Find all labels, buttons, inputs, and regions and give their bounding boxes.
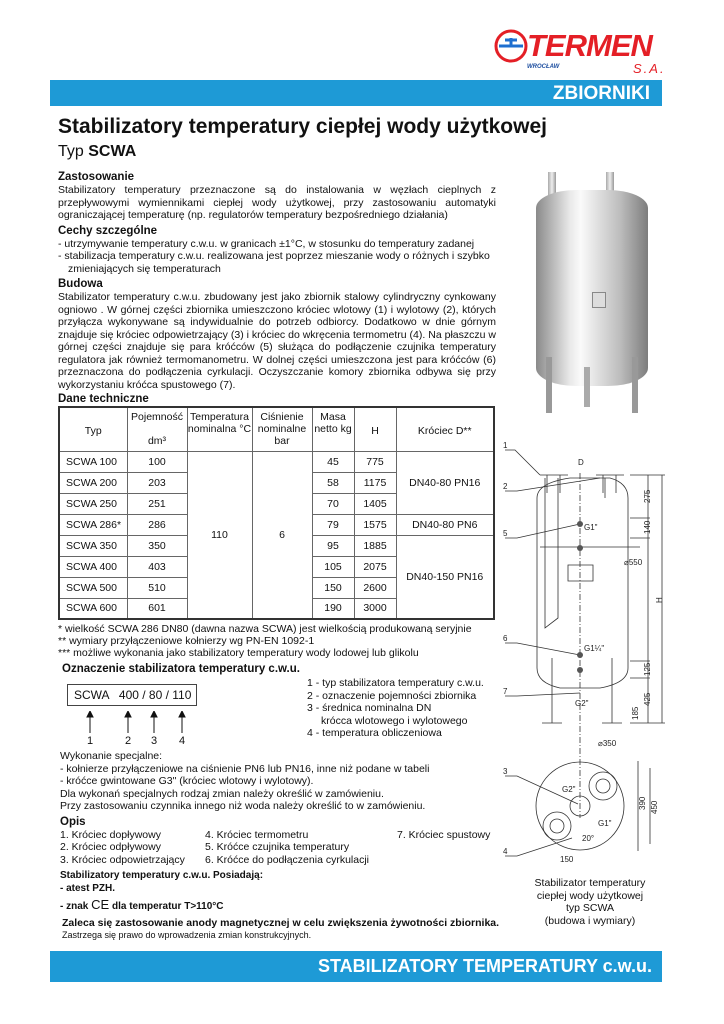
drawing-labels-5: 3 [503,767,508,776]
tech-cis: 6 [252,451,312,619]
tech-headers-kr: Króciec D** [396,407,494,451]
tech-headers-poj_unit: dm³ [147,435,167,447]
tech-kr-2: DN40-150 PN16 [396,535,494,619]
drawing-dims-3: G1" [584,523,598,532]
tech-rows-1-3: 1175 [354,472,396,493]
designation-code-box: SCWA 400 / 80 / 110 [67,684,197,706]
arrow-up-icon [80,711,200,733]
tech-rows-1-1: 203 [127,472,187,493]
tech-headers-typ: Typ [59,407,127,451]
ozn-legend-0: 1 - typ stabilizatora temperatury c.w.u. [307,677,484,689]
tech-kr-1: DN40-80 PN6 [396,514,494,535]
opis-items-5: 6. Króćce do podłączenia cyrkulacji [205,853,370,866]
tech-kr-0: DN40-80 PN16 [396,451,494,514]
drawing-dims-5: H [655,597,664,603]
tech-rows-4-3: 1885 [354,535,396,556]
tech-rows-4-0: SCWA 350 [59,535,127,556]
drawing-dims-11: ⌀350 [598,739,617,748]
ozn-nums-3: 4 [179,735,186,747]
tech-rows-5-3: 2075 [354,556,396,577]
tech-rows-0-2: 45 [312,451,354,472]
drawing-dims-2: 140 [643,520,652,534]
opis-items-2: 3. Króciec odpowietrzający [60,853,185,866]
cechy-items-0: - utrzymywanie temperatury c.w.u. w granicach ±1°C, w stosunku do temperatury zadanej [58,237,475,250]
table-row [59,451,494,472]
tech-headers-poj: Pojemność [131,411,183,423]
tech-rows-0-0: SCWA 100 [59,451,127,472]
special-3: Dla wykonań specjalnych rodzaj zmian należy określić w zamówieniu. [60,787,384,800]
drawing-labels-3: 6 [503,634,508,643]
special-2: - króćce gwintowane G3" (króciec wlotowy i wylotowy). [60,775,314,787]
special-1: - kołnierze przyłączeniowe na ciśnienie PN6 lub PN16, inne niż podane w tabeli [60,762,430,775]
tech-data-table [58,406,495,620]
zastrzega: Zastrzega się prawo do wprowadzenia zmian konstrukcyjnych. [62,929,312,940]
notes-0: * wielkość SCWA 286 DN80 (dawna nazwa SCWA) jest wielkością produkowaną seryjnie [58,623,472,635]
drawing-labels-2: 5 [503,529,508,538]
drawing-dims-15: 450 [650,800,659,814]
ozn-legend-3: krócca wlotowego i wylotowego [321,714,468,727]
tech-rows-7-3: 3000 [354,598,396,619]
ce-mark-icon: CE [91,896,110,912]
posiadaja-0: Stabilizatory temperatury c.w.u. Posiadają: [60,869,264,881]
tech-rows-5-1: 403 [127,556,187,577]
section-budowa [58,278,496,391]
drawing-caption-2: typ SCWA [565,902,615,914]
drawing-labels-4: 7 [503,687,508,696]
budowa-text: Stabilizator temperatury c.w.u. zbudowany jest jako zbiornik stalowy cylindryczny cynkowany ogniowo . W górnej części zbiornika umieszczono króciec wlotowy (1) i wylotowy (2), których przyłącza wykonywane są indywidualnie do potrzeb odbiorcy. Dodatkowo w dnie górnym znajduje się króciec odpowietrzający (3) i króciec do wkręcenia termometru (4). Na płaszczu w górnej części znajduje się para króćców (5) służąca do podłączenie czujnika temperatury regulatora jak również termomanometru. W dolnej części umieszczona jest para króćców (6) przeznaczona do podłączenia cyrkulacji. Oczyszczanie komory zbiornika odbywa się przy wykorzystaniu króćca spustowego (7). [58,291,496,391]
drawing-dims-6: G1¼" [584,644,605,653]
drawing-caption-3: (budowa i wymiary) [544,914,636,927]
drawing-labels-0: 1 [503,441,508,450]
subtitle_type: SCWA [88,143,137,160]
cechy-items-1: - stabilizacja temperatury c.w.u. realizowana jest poprzez mieszanie wody o różnych i szybko zmieniających się temperaturach [58,250,490,275]
table-header-row [59,407,494,451]
section-cechy [58,225,496,276]
opis-items-1: 2. Króciec odpływowy [60,841,161,853]
tech-rows-6-2: 150 [312,577,354,598]
ozn-nums-0: 1 [87,735,94,747]
drawing-caption [515,877,665,927]
drawing-dims-13: G1" [598,819,612,828]
opis-heading: Opis [60,815,86,828]
tech-rows-3-3: 1575 [354,514,396,535]
drawing-dims-4: ⌀550 [624,558,643,567]
section-title: ZBIORNIKI [552,83,650,104]
tech-rows-0-1: 100 [127,451,187,472]
tech-rows-2-1: 251 [127,493,187,514]
designation-legend [307,677,484,740]
section-zastosowanie [58,171,496,222]
subtitle_prefix: Typ [58,143,84,160]
drawing-dims-7: 125 [643,662,652,676]
opis-list [60,829,496,867]
brand-city: WROCŁAW [527,64,560,70]
notes-1: ** wymiary przyłączeniowe kołnierzy wg PN-EN 1092-1 [58,635,315,647]
ozn-nums-2: 3 [151,735,158,747]
tech-rows-5-0: SCWA 400 [59,556,127,577]
tech-rows-4-2: 95 [312,535,354,556]
certifications [60,869,496,914]
page-title: Stabilizatory temperatury ciepłej wody użytkowej [58,115,547,138]
page-subtitle [58,143,136,161]
section-header-bar [50,80,662,106]
cechy-heading: Cechy szczególne [58,224,158,237]
brand-logo [493,28,673,76]
tech-heading: Dane techniczne [58,393,149,405]
zastosowanie-text: Stabilizatory temperatury przeznaczone są do instalowania w węzłach cieplnych z przepływowymi wymiennikami ciepłej wody użytkowej, przy zastosowaniu automatyki ograniczającej temperaturę (np. regulatorów temperatury bezpośredniego działania) [58,184,496,221]
budowa-heading: Budowa [58,278,103,290]
special-0: Wykonanie specjalne: [60,750,163,762]
drawing-labels-1: 2 [503,482,508,491]
tech-rows-6-3: 2600 [354,577,396,598]
drawing-labels-6: 4 [503,847,508,856]
tank-photo [528,172,658,417]
drawing-caption-0: Stabilizator temperatury [534,877,646,889]
drawing-dims-1: 275 [643,489,652,503]
tech-rows-7-0: SCWA 600 [59,598,127,619]
designation-arrows [80,711,200,748]
ozn-nums-1: 2 [125,735,132,747]
tech-headers-temp: Temperatura nominalna °C [187,407,252,451]
tech-rows-4-1: 350 [127,535,187,556]
drawing-dims-10: G2" [575,699,589,708]
designation-block [58,676,496,750]
zastosowanie-heading: Zastosowanie [58,171,135,183]
tech-rows-3-2: 79 [312,514,354,535]
tech-rows-1-0: SCWA 200 [59,472,127,493]
footer-title: STABILIZATORY TEMPERATURY c.w.u. [317,956,652,976]
ozn-legend-4: 4 - temperatura obliczeniowa [307,727,442,739]
special-4: Przy zastosowaniu czynnika innego niż woda należy określić to w zamówieniu. [60,800,426,812]
opis-items-6: 7. Króciec spustowy [397,828,491,841]
drawing-dims-17: 150 [560,855,574,864]
zaleca: Zaleca się zastosowanie anody magnetycznej w celu zwiększenia żywotności zbiornika. [62,916,500,929]
tech-headers-h: H [354,407,396,451]
tech-rows-5-2: 105 [312,556,354,577]
ozn-heading: Oznaczenie stabilizatora temperatury c.w.u. [62,663,300,675]
tech-headers-masa: Masa netto kg [312,407,354,451]
opis-items-3: 4. Króciec termometru [205,828,309,841]
brand-name: TERMEN [527,28,652,63]
tech-rows-3-0: SCWA 286* [59,514,127,535]
opis-items-0: 1. Króciec dopływowy [60,828,161,841]
drawing-dims-9: 185 [631,706,640,720]
drawing-caption-1: ciepłej wody użytkowej [536,889,644,902]
tech-rows-2-3: 1405 [354,493,396,514]
opis-items-4: 5. Króćce czujnika temperatury [205,841,350,853]
posiadaja-1: - atest PZH. [60,882,116,894]
drawing-dims-14: 390 [638,796,647,810]
tech-rows-0-3: 775 [354,451,396,472]
ozn-legend-1: 2 - oznaczenie pojemności zbiornika [307,689,477,702]
posiadaja-2: - znak [60,900,89,912]
tech-rows-1-2: 58 [312,472,354,493]
drawing-dims-16: 20° [582,834,595,843]
logo-valve-icon [493,28,529,64]
notes-2: *** możliwe wykonania jako stabilizatory temperatury wody lodowej lub glikolu [58,647,419,659]
technical-drawing [500,438,680,868]
left-column [58,171,500,941]
drawing-dims-12: G2" [562,785,576,794]
tech-rows-7-1: 601 [127,598,187,619]
tech-rows-7-2: 190 [312,598,354,619]
brand-suffix: S.A. [633,61,666,76]
posiadaja-4: dla temperatur T>110°C [111,900,224,912]
special-versions [60,750,496,813]
tech-rows-3-1: 286 [127,514,187,535]
tech-temp: 110 [187,451,252,619]
tech-headers-cis: Ciśnienie nominalne bar [252,407,312,451]
tech-rows-2-0: SCWA 250 [59,493,127,514]
footer-bar [50,951,662,982]
drawing-dims-0: D [578,458,584,467]
tech-rows-2-2: 70 [312,493,354,514]
table-notes [58,623,496,659]
tech-rows-6-1: 510 [127,577,187,598]
tech-rows-6-0: SCWA 500 [59,577,127,598]
ozn-legend-2: 3 - średnica nominalna DN [307,702,432,714]
drawing-dims-8: 425 [643,692,652,706]
